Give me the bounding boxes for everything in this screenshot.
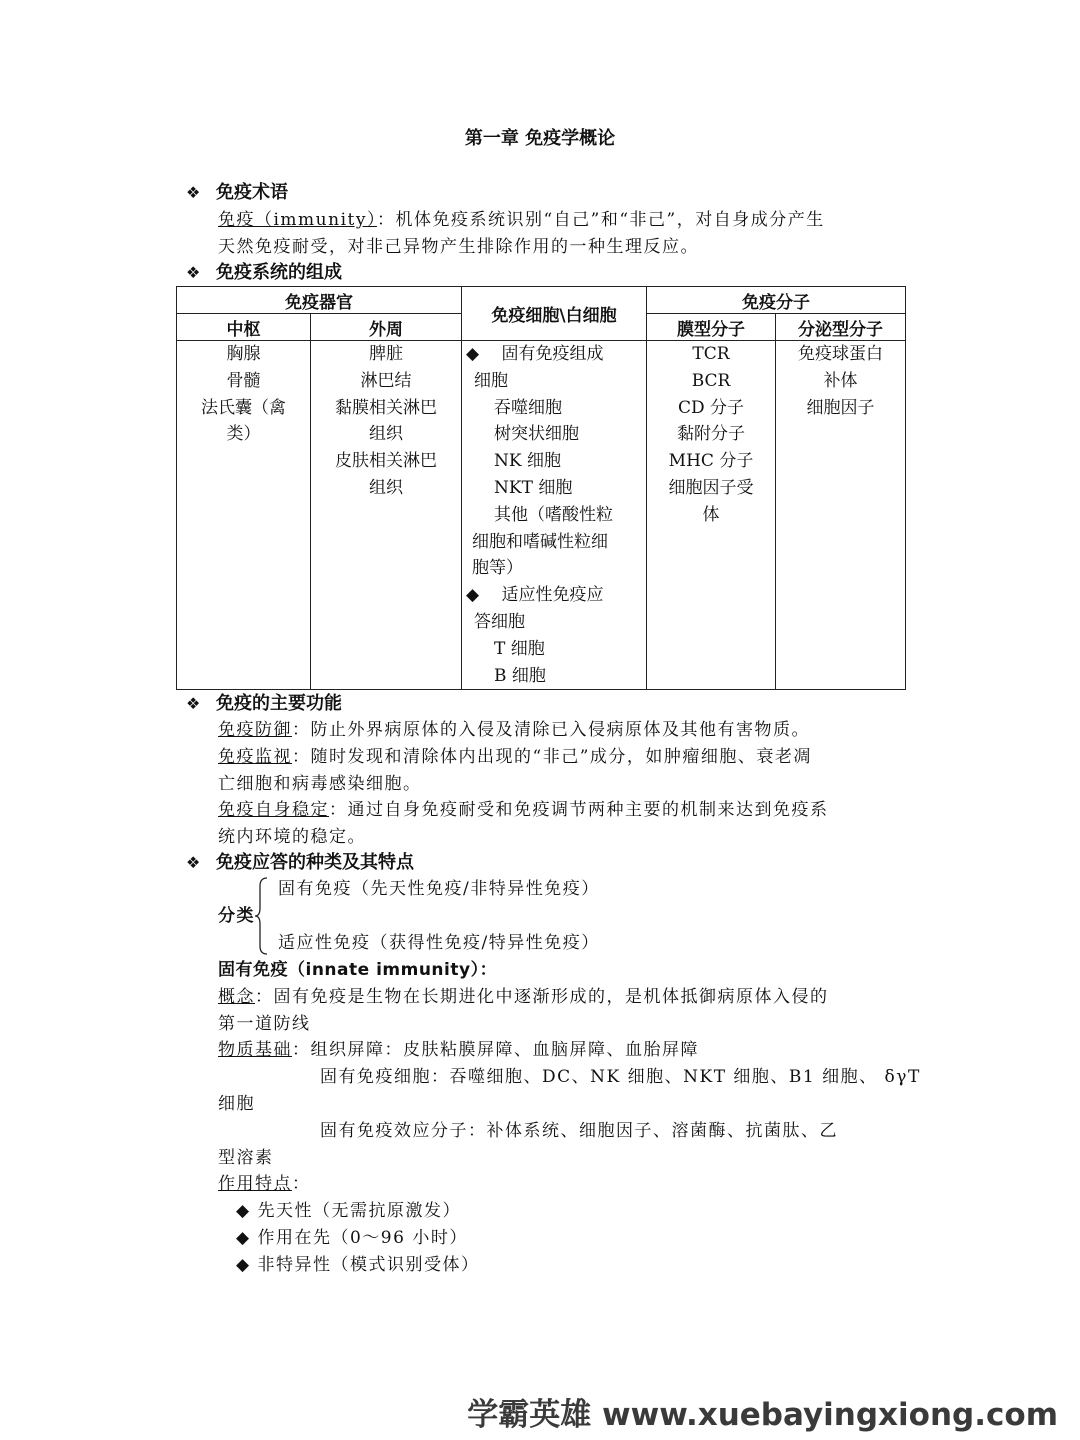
immune-composition-table: [176, 286, 906, 690]
basis-line-cells-1: 固有免疫细胞：吞噬细胞、DC、NK 细胞、NKT 细胞、B1 细胞、 δγT: [320, 1067, 921, 1087]
concept-line-2: 第一道防线: [218, 1014, 311, 1034]
function-homeostasis-line-2: 统内环境的稳定。: [218, 827, 366, 847]
brace-icon: [254, 876, 268, 956]
watermark: 学霸英雄 www.xuebayingxiong.com: [467, 1397, 1058, 1433]
basis-line-barriers: 物质基础：组织屏障：皮肤粘膜屏障、血脑屏障、血胎屏障: [218, 1040, 699, 1060]
diamond-bullet-icon: ❖: [186, 853, 201, 872]
term-definition-line-2: 天然免疫耐受，对非己异物产生排除作用的一种生理反应。: [218, 237, 699, 257]
concept-line-1: 概念：固有免疫是生物在长期进化中逐渐形成的，是机体抵御病原体入侵的: [218, 987, 829, 1007]
immune-cells-cell: ◆ 固有免疫组成 细胞 吞噬细胞 树突状细胞 NK 细胞 NKT 细胞 其他（嗜酸性粒 细胞和嗜碱性粒细 胞等） ◆ 适应性免疫应 答细胞 T 细胞 B 细胞: [462, 341, 647, 690]
diamond-bullet-icon: ❖: [186, 694, 201, 713]
header-peripheral: 外周: [311, 314, 462, 341]
central-organs-cell: 胸腺 骨髓 法氏囊（禽 类）: [177, 341, 311, 690]
header-membrane: 膜型分子: [647, 314, 776, 341]
membrane-molecules-cell: TCR BCR CD 分子 黏附分子 MHC 分子 细胞因子受 体: [647, 341, 776, 690]
peripheral-organs-cell: 脾脏 淋巴结 黏膜相关淋巴 组织 皮肤相关淋巴 组织: [311, 341, 462, 690]
basis-line-cells-2: 细胞: [218, 1094, 255, 1114]
section-heading-terms: ❖ 免疫术语: [186, 182, 288, 203]
section-heading-responses: ❖ 免疫应答的种类及其特点: [186, 852, 414, 873]
diamond-bullet-icon: ❖: [186, 183, 201, 202]
basis-line-molecules-2: 型溶素: [218, 1148, 274, 1168]
diamond-bullet-icon: ◆: [236, 1255, 258, 1275]
page-title: 第一章 免疫学概论: [464, 128, 616, 149]
header-cells: 免疫细胞\白细胞: [462, 287, 647, 341]
term-immunity: 免疫（immunity）: [218, 210, 377, 230]
term-definition-line-1: 免疫（immunity）：机体免疫系统识别“自己”和“非己”，对自身成分产生: [218, 210, 825, 230]
function-surveillance-line-2: 亡细胞和病毒感染细胞。: [218, 774, 422, 794]
feature-item: ◆ 先天性（无需抗原激发）: [236, 1201, 461, 1221]
header-secreted: 分泌型分子: [776, 314, 906, 341]
feature-item: ◆ 非特异性（模式识别受体）: [236, 1255, 480, 1275]
basis-line-molecules-1: 固有免疫效应分子：补体系统、细胞因子、溶菌酶、抗菌肽、乙: [320, 1121, 838, 1141]
function-homeostasis-line-1: 免疫自身稳定：通过自身免疫耐受和免疫调节两种主要的机制来达到免疫系: [218, 800, 829, 820]
features-heading: 作用特点：: [218, 1174, 311, 1194]
header-organs: 免疫器官: [177, 287, 462, 314]
function-defense: 免疫防御：防止外界病原体的入侵及清除已入侵病原体及其他有害物质。: [218, 720, 810, 740]
function-surveillance-line-1: 免疫监视：随时发现和清除体内出现的“非己”成分，如肿瘤细胞、衰老凋: [218, 747, 812, 767]
feature-item: ◆ 作用在先（0～96 小时）: [236, 1228, 468, 1248]
secreted-molecules-cell: 免疫球蛋白 补体 细胞因子: [776, 341, 906, 690]
innate-heading: 固有免疫（innate immunity）：: [218, 960, 498, 980]
header-central: 中枢: [177, 314, 311, 341]
diamond-bullet-icon: ◆: [236, 1201, 258, 1221]
diamond-bullet-icon: ◆: [236, 1228, 258, 1248]
section-heading-composition: ❖ 免疫系统的组成: [186, 262, 342, 283]
class-adaptive: 适应性免疫（获得性免疫/特异性免疫）: [278, 933, 600, 953]
class-innate: 固有免疫（先天性免疫/非特异性免疫）: [278, 879, 600, 899]
header-molecules: 免疫分子: [647, 287, 906, 314]
class-label: 分类: [218, 906, 255, 926]
diamond-bullet-icon: ❖: [186, 263, 201, 282]
section-heading-functions: ❖ 免疫的主要功能: [186, 693, 342, 714]
